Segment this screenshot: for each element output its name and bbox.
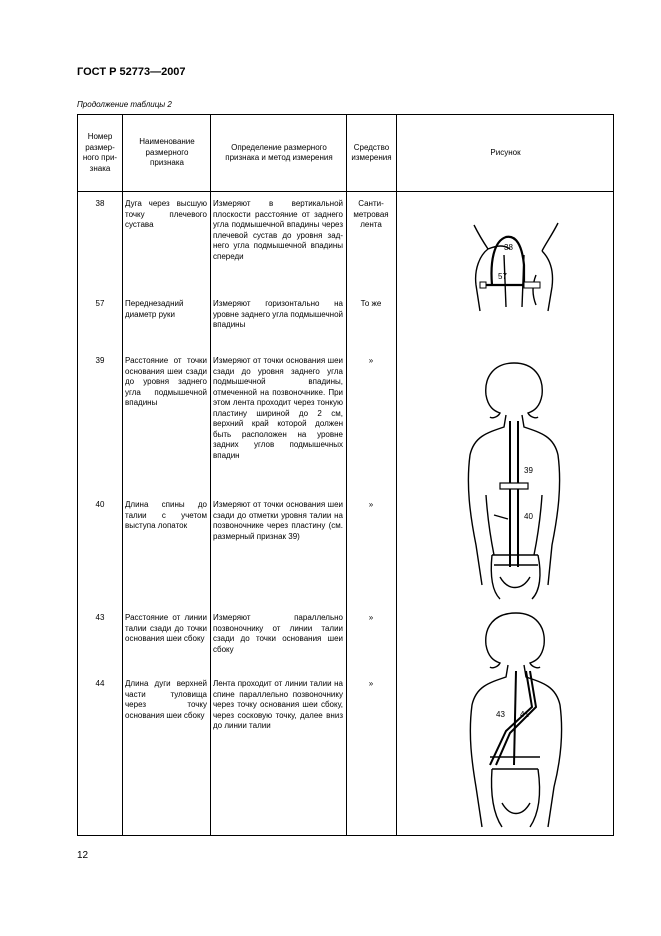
row-number: 39 [95, 356, 105, 365]
figure-label: 43 [496, 710, 505, 719]
back-figure [456, 355, 576, 605]
row-name: Длина спины до талии с учетом выступа лопаток [125, 500, 207, 530]
column-divider [122, 115, 123, 835]
row-tool: » [368, 500, 374, 509]
row-number: 38 [95, 199, 105, 208]
row-tool: » [368, 679, 374, 688]
column-divider [396, 115, 397, 835]
header-number: Номер размерного признака [82, 132, 118, 173]
column-divider [210, 115, 211, 835]
row-name: Расстояние от линии талии сзади до точки основания шеи сбоку [125, 613, 207, 643]
header-figure: Рисунок [490, 147, 521, 157]
row-name: Переднезадний диаметр руки [125, 299, 184, 319]
figure-label: 40 [524, 512, 533, 521]
figure-label: 38 [504, 243, 513, 252]
header-name: Наименование размерного признака [139, 137, 195, 168]
row-definition: Измеряют от точки основания шеи сзади до уровня заднего угла подмышечной впадины, отмеченной на позвоночнике. При этом лента проходит через тонкую пластину шириной до 2 см, верхний край которой должен быть расположен на уровне задних углов подмышечных впадин [213, 356, 343, 460]
row-tool: Сантиметровая лента [353, 199, 389, 229]
row-definition: Лента проходит от линии талии на спине параллельно позвоночнику через точку основания шеи сбоку, через сосковую точку, далее вниз до линии талии [213, 679, 343, 730]
row-tool: То же [360, 299, 382, 308]
header-divider [78, 191, 613, 192]
row-tool: » [368, 613, 374, 622]
document-title: ГОСТ Р 52773—2007 [77, 66, 186, 78]
row-definition: Измеряют горизонтально на уровне заднего угла подмышечной впадины [213, 299, 343, 329]
figure-label: 39 [524, 466, 533, 475]
shoulder-figure [466, 215, 566, 315]
row-number: 43 [95, 613, 105, 622]
row-number: 57 [95, 299, 105, 308]
row-name: Длина дуги верхней части туловища через точку основания шеи сбоку [125, 679, 207, 720]
measurements-table [77, 114, 614, 836]
header-tool: Средство измерения [351, 142, 392, 162]
row-definition: Измеряют от точки основания шеи сзади до отметки уровня талии на позвоночнике через пластину (см. размерный признак 39) [213, 500, 343, 541]
row-name: Дуга через высшую точку плечевого сустава [125, 199, 207, 229]
column-divider [346, 115, 347, 835]
page-number: 12 [77, 850, 89, 861]
row-number: 40 [95, 500, 105, 509]
row-tool: » [368, 356, 374, 365]
table-caption: Продолжение таблицы 2 [77, 100, 172, 109]
row-definition: Измеряют в вертикальной плоскости расстояние от заднего угла подмышечной впадины через плечевой сустав до уровня заднего угла подмышечной впадины спереди [213, 199, 343, 261]
row-definition: Измеряют параллельно позвоночнику от линии талии сзади до точки основания шеи сбоку [213, 613, 343, 654]
row-number: 44 [95, 679, 105, 688]
figure-label: 57 [498, 272, 507, 281]
figure-label: 41 [520, 710, 529, 719]
header-definition: Определение размерного признака и метод измерения [225, 142, 333, 162]
row-name: Расстояние от точки основания шеи сзади до уровня заднего угла подмышечной впадины [125, 356, 207, 407]
side-figure [456, 607, 576, 835]
